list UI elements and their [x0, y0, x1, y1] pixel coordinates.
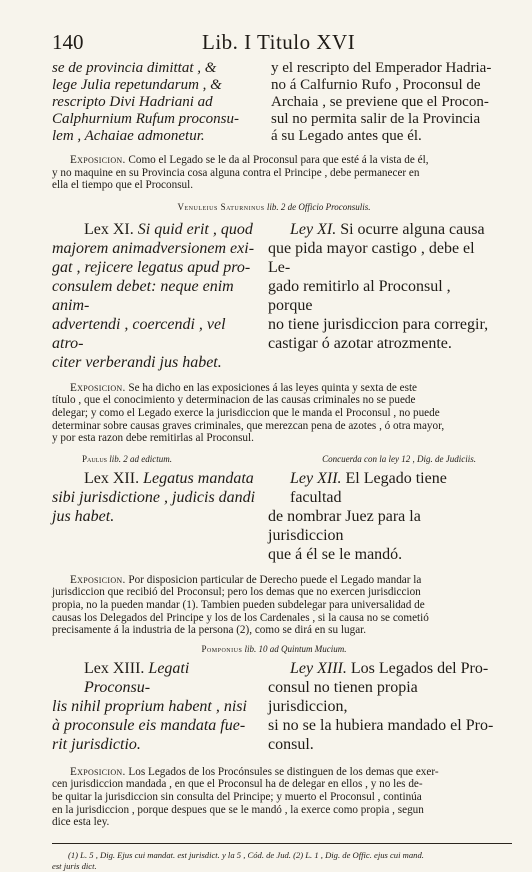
text-line: Se ha dicho en las exposiciones á las leyes quinta y sexta de este [125, 381, 418, 394]
spanish-column [271, 60, 496, 145]
text-line: Legati Proconsu- [84, 659, 190, 696]
text-line: castigar ó azotar atrozmente. [268, 334, 452, 352]
law-13 [52, 659, 496, 754]
text-line: determinar sobre causas graves criminales, que merezcan pena de azotes , ó otra mayor, [52, 419, 445, 432]
text-line: Los Legados del Pro- [346, 659, 489, 677]
exposicion-label: Exposicion. [70, 573, 126, 586]
text-line: Como el Legado se le da al Proconsul para que esté á la vista de él, [125, 154, 429, 166]
exposicion-label: Exposicion. [70, 154, 126, 166]
text-line: que á él se le mandó. [268, 545, 403, 563]
text-line: que pida mayor castigo , debe el Le- [268, 239, 475, 276]
spanish-column [268, 469, 496, 564]
text-line: sul no permita salir de la Provincia [271, 111, 481, 127]
exposicion-paragraph [52, 382, 496, 445]
source-citation [52, 202, 496, 212]
text-line: Archaia , se previene que el Procon- [271, 94, 489, 110]
footnote-divider [52, 843, 512, 844]
text-line: Los Legados de los Procónsules se distinguen de los demas que exer- [125, 765, 439, 778]
text-line: delegar; y como el Legado exerce la jurisdiccion que le manda el Proconsul , no puede [52, 406, 440, 419]
law-heading: Ley XI. [290, 220, 337, 238]
text-line: rit jurisdictio. [52, 735, 141, 753]
text-line: de nombrar Juez para la jurisdiccion [268, 507, 421, 544]
latin-column [52, 220, 257, 372]
footnote-line: est juris dict. [52, 860, 97, 871]
text-line: y por esta razon debe remitirlas al Proconsul. [52, 432, 254, 445]
text-line: precisamente á la industria de la persona (2), como se dirá en su lugar. [52, 624, 367, 637]
law-heading: Lex XI. [84, 220, 134, 238]
text-line: no tiene jurisdiccion para corregir, [268, 315, 489, 333]
law-heading: Ley XIII. [290, 659, 347, 677]
law-heading: Lex XII. [84, 469, 140, 487]
text-line: be quitar la jurisdiccion sin consulta del Principe; y muerto el Proconsul , continúa [52, 790, 422, 803]
exposicion-label: Exposicion. [70, 765, 126, 778]
law-10-continuation [52, 60, 496, 145]
footnotes [52, 850, 496, 872]
text-line: Calphurnium Rufum proconsu- [52, 111, 239, 127]
exposicion-label: Exposicion. [70, 381, 126, 394]
text-line: citer verberandi jus habet. [52, 353, 222, 371]
concordance-note: Concuerda con la ley 12 , Dig. de Judiciis. [322, 453, 476, 464]
latin-column [52, 469, 257, 564]
text-line: jurisdiccion que recibió del Proconsul; pero los demas que no exercen jurisdiccion [52, 586, 421, 599]
text-line: á su Legado antes que él. [271, 128, 422, 144]
text-line: en la jurisdiccion , porque despues que se le mandó , la exerce como propia , segun [52, 803, 424, 816]
text-line: gado remitirlo al Proconsul , porque [268, 277, 451, 314]
text-line: dice esta ley. [52, 816, 110, 829]
text-line: lis nihil proprium habent , nisi [52, 697, 247, 715]
text-line: Si ocurre alguna causa [336, 220, 485, 238]
text-line: à proconsule eis mandata fue- [52, 716, 246, 734]
source-work: lib. 2 de Officio Proconsulis. [264, 201, 371, 212]
law-heading: Ley XII. [290, 469, 342, 487]
latin-column [52, 60, 252, 145]
footnote-line: (1) L. 5 , Dig. Ejus cui mandat. est jurisdict. y la 5 , Cód. de Jud. (2) L. 1 , Dig. de Offic. ejus cui mand. [68, 849, 424, 860]
spanish-column [268, 220, 496, 372]
text-line: y no maquine en su Provincia cosa alguna contra el Principe , debe permanecer en [52, 166, 420, 179]
text-line: rescripto Divi Hadriani ad [52, 94, 213, 110]
text-line: se de provincia dimittat , & [52, 60, 217, 76]
law-12 [52, 469, 496, 564]
text-line: ella el tiempo que el Proconsul. [52, 179, 194, 192]
source-citation [52, 644, 496, 654]
running-title: Lib. I Titulo XVI [202, 30, 356, 54]
text-line: no á Calfurnio Rufo , Proconsul de [271, 77, 481, 93]
exposicion-paragraph [52, 766, 496, 829]
source-work: lib. 2 ad edictum. [107, 453, 173, 464]
source-work: lib. 10 ad Quintum Mucium. [242, 643, 347, 654]
text-line: gat , rejicere legatus apud pro- [52, 258, 251, 276]
text-line: lem , Achaiae admonetur. [52, 128, 205, 144]
text-line: y el rescripto del Emperador Hadria- [271, 60, 492, 76]
text-line: lege Julia repetundarum , & [52, 77, 222, 93]
text-line: Legatus mandata [139, 469, 254, 487]
spanish-column [268, 659, 496, 754]
text-line: consul no tienen propia jurisdiccion, [268, 678, 418, 715]
source-author: Venuleius Saturninus [177, 201, 265, 212]
text-line: advertendi , coercendi , vel atro- [52, 315, 226, 352]
text-line: título , que el conocimiento y determinacion de las causas criminales no se puede [52, 394, 416, 407]
text-line: cen jurisdiccion mandada , en que el Proconsul ha de delegar en ellos , y no les de- [52, 778, 423, 791]
text-line: causas los Delegados del Principe y los de los Cardenales , si la causa no se cometió [52, 611, 429, 624]
exposicion-paragraph [52, 154, 496, 192]
text-line: sibi jurisdictione , judicis dandi [52, 488, 256, 506]
law-heading: Lex XIII. [84, 659, 145, 677]
text-line: El Legado tiene facultad [290, 469, 447, 506]
exposicion-paragraph [52, 574, 496, 637]
text-line: consulem debet: neque enim anim- [52, 277, 234, 314]
source-author: Paulus [82, 453, 108, 464]
text-line: si no se la hubiera mandado el Pro- [268, 716, 494, 734]
text-line: jus habet. [52, 507, 115, 525]
page-header [52, 30, 496, 60]
text-line: consul. [268, 735, 314, 753]
text-line: Si quid erit , quod [133, 220, 253, 238]
source-citation-pair [52, 454, 496, 464]
text-line: Por disposicion particular de Derecho puede el Legado mandar la [125, 573, 422, 586]
law-11 [52, 220, 496, 372]
page-number: 140 [52, 30, 84, 54]
latin-column [52, 659, 257, 754]
text-line: propia, no la pueden mandar (1). Tambien pueden subdelegar para universalidad de [52, 598, 425, 611]
text-line: majorem animadversionem exi- [52, 239, 255, 257]
source-author: Pomponius [201, 643, 243, 654]
